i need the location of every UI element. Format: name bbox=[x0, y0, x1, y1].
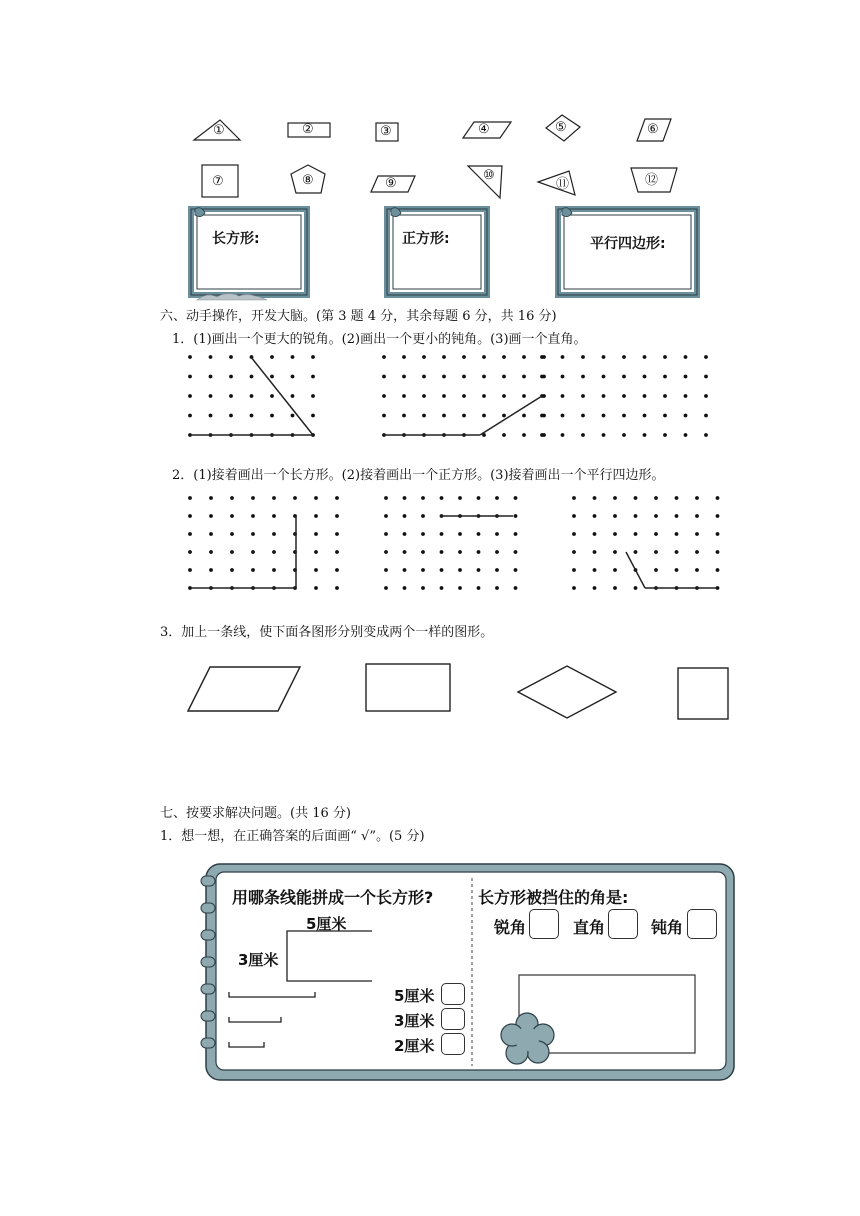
grid-dot[interactable] bbox=[188, 550, 192, 554]
grid-dot[interactable] bbox=[314, 550, 318, 554]
grid-dot[interactable] bbox=[384, 514, 388, 518]
angle-right-label: 直角 bbox=[573, 918, 606, 937]
grid-dot[interactable] bbox=[514, 532, 518, 536]
grid-dot[interactable] bbox=[209, 514, 213, 518]
parallelogram-figure bbox=[186, 665, 302, 713]
grid-dot[interactable] bbox=[502, 414, 506, 418]
shape-label-7: ⑦ bbox=[212, 174, 224, 189]
grid-dot[interactable] bbox=[482, 355, 486, 359]
parallelogram-slant-line bbox=[626, 552, 645, 588]
angle-obtuse-label: 钝角 bbox=[651, 918, 684, 937]
grid-dot[interactable] bbox=[561, 394, 565, 398]
grid-dot[interactable] bbox=[502, 433, 506, 437]
rectangle-start-lines bbox=[190, 516, 296, 588]
grid-dot[interactable] bbox=[540, 375, 544, 379]
grid-dot[interactable] bbox=[311, 355, 315, 359]
grid-dot[interactable] bbox=[272, 550, 276, 554]
grid-dot[interactable] bbox=[613, 550, 617, 554]
grid-dot[interactable] bbox=[613, 496, 617, 500]
grid-dot[interactable] bbox=[230, 496, 234, 500]
grid-dot[interactable] bbox=[250, 375, 254, 379]
grid-dot[interactable] bbox=[622, 355, 626, 359]
shape-label-2: ② bbox=[302, 122, 314, 137]
grid-dot[interactable] bbox=[251, 550, 255, 554]
grid-dot[interactable] bbox=[421, 550, 425, 554]
grid-dot[interactable] bbox=[716, 568, 720, 572]
grid-dot[interactable] bbox=[209, 375, 213, 379]
angle-right-checkbox[interactable] bbox=[608, 909, 638, 939]
grid-dot[interactable] bbox=[335, 586, 339, 590]
angle-acute-label: 锐角 bbox=[494, 918, 527, 937]
grid-dot[interactable] bbox=[593, 550, 597, 554]
shape-label-11: ⑪ bbox=[556, 177, 570, 192]
option-3cm-label: 3厘米 bbox=[394, 1012, 435, 1030]
option-2cm-label: 2厘米 bbox=[394, 1037, 435, 1055]
section6-heading: 六、动手操作，开发大脑。(第 3 题 4 分，其余每题 6 分，共 16 分) bbox=[160, 309, 557, 324]
grid-dot[interactable] bbox=[314, 514, 318, 518]
grid-dot[interactable] bbox=[581, 394, 585, 398]
grid-dot[interactable] bbox=[314, 496, 318, 500]
grid-dot[interactable] bbox=[522, 433, 526, 437]
grid-dot[interactable] bbox=[581, 414, 585, 418]
grid-dot[interactable] bbox=[643, 375, 647, 379]
square-frame bbox=[383, 205, 491, 300]
grid-dot[interactable] bbox=[272, 532, 276, 536]
grid-dot[interactable] bbox=[572, 496, 576, 500]
grid-dot[interactable] bbox=[602, 394, 606, 398]
grid-dot[interactable] bbox=[462, 375, 466, 379]
grid-dot[interactable] bbox=[421, 568, 425, 572]
grid-dot[interactable] bbox=[572, 550, 576, 554]
grid-dot[interactable] bbox=[514, 496, 518, 500]
dot-grid-q1[interactable] bbox=[180, 350, 720, 460]
grid-dot[interactable] bbox=[442, 394, 446, 398]
grid-dot[interactable] bbox=[403, 568, 407, 572]
grid-dot[interactable] bbox=[482, 394, 486, 398]
grid-dot[interactable] bbox=[442, 355, 446, 359]
grid-dot[interactable] bbox=[251, 496, 255, 500]
square-label: 正方形: bbox=[402, 231, 450, 247]
grid-dot[interactable] bbox=[421, 496, 425, 500]
grid-dot[interactable] bbox=[522, 414, 526, 418]
grid-dot[interactable] bbox=[540, 433, 544, 437]
grid-dot[interactable] bbox=[209, 355, 213, 359]
grid-dot[interactable] bbox=[654, 514, 658, 518]
acute-angle-ray bbox=[251, 357, 313, 435]
grid-dot[interactable] bbox=[572, 514, 576, 518]
grid-dot[interactable] bbox=[561, 433, 565, 437]
grid-dot[interactable] bbox=[188, 496, 192, 500]
grid-dot[interactable] bbox=[188, 394, 192, 398]
grid-dot[interactable] bbox=[229, 355, 233, 359]
grid-dot[interactable] bbox=[209, 550, 213, 554]
card-left-question: 用哪条线能拼成一个长方形? bbox=[232, 888, 434, 907]
grid-dot[interactable] bbox=[522, 355, 526, 359]
line-option-3cm bbox=[227, 1015, 285, 1025]
grid-dot[interactable] bbox=[291, 394, 295, 398]
grid-dot[interactable] bbox=[613, 568, 617, 572]
grid-dot[interactable] bbox=[593, 586, 597, 590]
grid-dot[interactable] bbox=[704, 355, 708, 359]
grid-dot[interactable] bbox=[495, 586, 499, 590]
rectangle-figure bbox=[365, 663, 451, 713]
grid-dot[interactable] bbox=[209, 532, 213, 536]
grid-dot[interactable] bbox=[622, 375, 626, 379]
parallelogram-label: 平行四边形: bbox=[590, 236, 666, 252]
grid-dot[interactable] bbox=[462, 355, 466, 359]
grid-dot[interactable] bbox=[663, 375, 667, 379]
grid-dot[interactable] bbox=[502, 375, 506, 379]
grid-dot[interactable] bbox=[230, 514, 234, 518]
grid-dot[interactable] bbox=[293, 496, 297, 500]
grid-dot[interactable] bbox=[272, 568, 276, 572]
grid-dot[interactable] bbox=[384, 532, 388, 536]
grid-dot[interactable] bbox=[291, 414, 295, 418]
angle-obtuse-checkbox[interactable] bbox=[687, 909, 717, 939]
grid-dot[interactable] bbox=[663, 433, 667, 437]
grid-dot[interactable] bbox=[270, 355, 274, 359]
shape-label-1: ① bbox=[213, 123, 225, 138]
grid-dot[interactable] bbox=[675, 568, 679, 572]
grid-dot[interactable] bbox=[291, 375, 295, 379]
grid-dot[interactable] bbox=[335, 514, 339, 518]
grid-dot[interactable] bbox=[602, 414, 606, 418]
grid-dot[interactable] bbox=[270, 375, 274, 379]
grid-dot[interactable] bbox=[602, 375, 606, 379]
grid-dot[interactable] bbox=[643, 355, 647, 359]
grid-dot[interactable] bbox=[422, 375, 426, 379]
grid-dot[interactable] bbox=[250, 414, 254, 418]
grid-dot[interactable] bbox=[482, 375, 486, 379]
grid-dot[interactable] bbox=[634, 496, 638, 500]
obtuse-angle-ray bbox=[480, 396, 542, 435]
grid-dot[interactable] bbox=[314, 568, 318, 572]
side-length-label: 3厘米 bbox=[238, 951, 279, 969]
grid-dot[interactable] bbox=[495, 496, 499, 500]
grid-dot[interactable] bbox=[704, 394, 708, 398]
grid-dot[interactable] bbox=[458, 532, 462, 536]
grid-dot[interactable] bbox=[514, 568, 518, 572]
grid-dot[interactable] bbox=[684, 414, 688, 418]
partial-rectangle bbox=[284, 928, 374, 984]
grid-dot[interactable] bbox=[382, 414, 386, 418]
grid-dot[interactable] bbox=[188, 355, 192, 359]
grid-dot[interactable] bbox=[716, 496, 720, 500]
grid-dot[interactable] bbox=[643, 394, 647, 398]
grid-dot[interactable] bbox=[593, 514, 597, 518]
section6-q2: 2．(1)接着画出一个长方形。(2)接着画出一个正方形。(3)接着画出一个平行四边形。 bbox=[172, 468, 665, 483]
grid-dot[interactable] bbox=[230, 532, 234, 536]
grid-dot[interactable] bbox=[402, 375, 406, 379]
square-figure bbox=[677, 667, 729, 720]
grid-dot[interactable] bbox=[654, 532, 658, 536]
rhombus-figure bbox=[516, 664, 618, 720]
grid-dot[interactable] bbox=[440, 586, 444, 590]
grid-dot[interactable] bbox=[421, 586, 425, 590]
grid-dot[interactable] bbox=[422, 414, 426, 418]
grid-dot[interactable] bbox=[311, 394, 315, 398]
grid-dot[interactable] bbox=[188, 532, 192, 536]
shape-label-5: ⑤ bbox=[555, 120, 567, 135]
grid-dot[interactable] bbox=[458, 550, 462, 554]
grid-dot[interactable] bbox=[477, 496, 481, 500]
grid-dot[interactable] bbox=[540, 355, 544, 359]
grid-dot[interactable] bbox=[230, 550, 234, 554]
grid-dot[interactable] bbox=[382, 375, 386, 379]
grid-dot[interactable] bbox=[272, 514, 276, 518]
grid-dot[interactable] bbox=[402, 355, 406, 359]
grid-dot[interactable] bbox=[311, 375, 315, 379]
grid-dot[interactable] bbox=[403, 496, 407, 500]
grid-dot[interactable] bbox=[675, 532, 679, 536]
grid-dot[interactable] bbox=[540, 414, 544, 418]
grid-dot[interactable] bbox=[495, 532, 499, 536]
grid-dot[interactable] bbox=[716, 550, 720, 554]
grid-dot[interactable] bbox=[572, 586, 576, 590]
grid-dot[interactable] bbox=[384, 568, 388, 572]
grid-dot[interactable] bbox=[613, 532, 617, 536]
grid-dot[interactable] bbox=[270, 394, 274, 398]
shape-label-4: ④ bbox=[478, 122, 490, 137]
line-option-2cm bbox=[227, 1040, 269, 1050]
grid-dot[interactable] bbox=[462, 394, 466, 398]
grid-dot[interactable] bbox=[403, 586, 407, 590]
grid-dot[interactable] bbox=[572, 568, 576, 572]
section7-q1: 1．想一想，在正确答案的后面画“ √”。(5 分) bbox=[160, 829, 425, 844]
grid-dot[interactable] bbox=[695, 550, 699, 554]
grid-dot[interactable] bbox=[477, 550, 481, 554]
grid-dot[interactable] bbox=[663, 355, 667, 359]
section7-heading: 七、按要求解决问题。(共 16 分) bbox=[160, 806, 351, 821]
grid-dot[interactable] bbox=[230, 568, 234, 572]
angle-acute-checkbox[interactable] bbox=[529, 909, 559, 939]
grid-dot[interactable] bbox=[458, 586, 462, 590]
grid-dot[interactable] bbox=[422, 355, 426, 359]
grid-dot[interactable] bbox=[209, 568, 213, 572]
grid-dot[interactable] bbox=[314, 532, 318, 536]
grid-dot[interactable] bbox=[421, 532, 425, 536]
grid-dot[interactable] bbox=[716, 514, 720, 518]
grid-dot[interactable] bbox=[561, 414, 565, 418]
grid-dot[interactable] bbox=[251, 514, 255, 518]
flower-blob-icon bbox=[500, 1010, 556, 1068]
grid-dot[interactable] bbox=[675, 514, 679, 518]
grid-dot[interactable] bbox=[602, 355, 606, 359]
shape-label-12: ⑫ bbox=[645, 173, 659, 188]
grid-dot[interactable] bbox=[654, 568, 658, 572]
grid-dot[interactable] bbox=[382, 355, 386, 359]
grid-dot[interactable] bbox=[643, 414, 647, 418]
grid-dot[interactable] bbox=[572, 532, 576, 536]
card-right-question: 长方形被挡住的角是: bbox=[478, 888, 629, 907]
grid-dot[interactable] bbox=[634, 550, 638, 554]
grid-dot[interactable] bbox=[704, 433, 708, 437]
grid-dot[interactable] bbox=[477, 568, 481, 572]
grid-dot[interactable] bbox=[704, 414, 708, 418]
grid-dot[interactable] bbox=[335, 532, 339, 536]
grid-dot[interactable] bbox=[695, 568, 699, 572]
grid-dot[interactable] bbox=[209, 496, 213, 500]
grid-dot[interactable] bbox=[402, 394, 406, 398]
grid-dot[interactable] bbox=[188, 414, 192, 418]
grid-dot[interactable] bbox=[335, 496, 339, 500]
grid-dot[interactable] bbox=[422, 394, 426, 398]
grid-dot[interactable] bbox=[229, 394, 233, 398]
grid-dot[interactable] bbox=[272, 496, 276, 500]
grid-dot[interactable] bbox=[335, 568, 339, 572]
grid-dot[interactable] bbox=[209, 394, 213, 398]
grid-dot[interactable] bbox=[421, 514, 425, 518]
grid-dot[interactable] bbox=[311, 414, 315, 418]
grid-dot[interactable] bbox=[462, 414, 466, 418]
grid-dot[interactable] bbox=[704, 375, 708, 379]
grid-dot[interactable] bbox=[440, 550, 444, 554]
grid-dot[interactable] bbox=[502, 355, 506, 359]
grid-dot[interactable] bbox=[250, 394, 254, 398]
grid-dot[interactable] bbox=[684, 375, 688, 379]
grid-dot[interactable] bbox=[270, 414, 274, 418]
grid-dot[interactable] bbox=[684, 355, 688, 359]
grid-dot[interactable] bbox=[403, 514, 407, 518]
grid-dot[interactable] bbox=[403, 550, 407, 554]
grid-dot[interactable] bbox=[716, 532, 720, 536]
grid-dot[interactable] bbox=[663, 414, 667, 418]
grid-dot[interactable] bbox=[695, 532, 699, 536]
grid-dot[interactable] bbox=[495, 568, 499, 572]
grid-dot[interactable] bbox=[188, 568, 192, 572]
grid-dot[interactable] bbox=[581, 433, 585, 437]
grid-dot[interactable] bbox=[382, 394, 386, 398]
grid-dot[interactable] bbox=[477, 532, 481, 536]
grid-dot[interactable] bbox=[514, 514, 518, 518]
option-5cm-label: 5厘米 bbox=[394, 987, 435, 1005]
grid-dot[interactable] bbox=[291, 355, 295, 359]
grid-dot[interactable] bbox=[522, 375, 526, 379]
grid-dot[interactable] bbox=[622, 433, 626, 437]
grid-dot[interactable] bbox=[335, 550, 339, 554]
grid-dot[interactable] bbox=[654, 496, 658, 500]
grid-dot[interactable] bbox=[502, 394, 506, 398]
grid-dot[interactable] bbox=[477, 586, 481, 590]
grid-dot[interactable] bbox=[188, 514, 192, 518]
shape-label-6: ⑥ bbox=[647, 122, 659, 137]
grid-dot[interactable] bbox=[440, 532, 444, 536]
grid-dot[interactable] bbox=[561, 355, 565, 359]
grid-dot[interactable] bbox=[440, 496, 444, 500]
grid-dot[interactable] bbox=[613, 514, 617, 518]
grid-dot[interactable] bbox=[613, 586, 617, 590]
rectangle-frame bbox=[187, 205, 311, 300]
grid-dot[interactable] bbox=[643, 433, 647, 437]
dot-grid-q2[interactable] bbox=[180, 490, 740, 615]
grid-dot[interactable] bbox=[384, 586, 388, 590]
grid-dot[interactable] bbox=[675, 496, 679, 500]
grid-dot[interactable] bbox=[314, 586, 318, 590]
grid-dot[interactable] bbox=[188, 375, 192, 379]
shape-label-10: ⑩ bbox=[483, 168, 495, 183]
shape-label-8: ⑧ bbox=[302, 173, 314, 188]
grid-dot[interactable] bbox=[593, 496, 597, 500]
grid-dot[interactable] bbox=[482, 414, 486, 418]
grid-dot[interactable] bbox=[522, 394, 526, 398]
option-5cm-checkbox[interactable] bbox=[441, 983, 465, 1005]
shape-label-3: ③ bbox=[380, 124, 392, 139]
grid-dot[interactable] bbox=[495, 550, 499, 554]
grid-dot[interactable] bbox=[403, 532, 407, 536]
grid-dot[interactable] bbox=[384, 496, 388, 500]
grid-dot[interactable] bbox=[442, 375, 446, 379]
grid-dot[interactable] bbox=[593, 532, 597, 536]
grid-dot[interactable] bbox=[251, 532, 255, 536]
grid-dot[interactable] bbox=[602, 433, 606, 437]
grid-dot[interactable] bbox=[654, 550, 658, 554]
grid-dot[interactable] bbox=[229, 375, 233, 379]
grid-dot[interactable] bbox=[695, 514, 699, 518]
grid-dot[interactable] bbox=[622, 414, 626, 418]
section6-q1: 1．(1)画出一个更大的锐角。(2)画出一个更小的钝角。(3)画一个直角。 bbox=[172, 332, 587, 347]
top-length-label: 5厘米 bbox=[306, 915, 347, 933]
grid-dot[interactable] bbox=[442, 414, 446, 418]
grid-dot[interactable] bbox=[675, 550, 679, 554]
grid-dot[interactable] bbox=[634, 532, 638, 536]
spiral-rings bbox=[199, 874, 219, 1054]
grid-dot[interactable] bbox=[684, 433, 688, 437]
grid-dot[interactable] bbox=[251, 568, 255, 572]
rock-decoration bbox=[195, 291, 270, 301]
option-2cm-checkbox[interactable] bbox=[441, 1033, 465, 1055]
grid-dot[interactable] bbox=[663, 394, 667, 398]
grid-dot[interactable] bbox=[695, 496, 699, 500]
grid-dot[interactable] bbox=[622, 394, 626, 398]
grid-dot[interactable] bbox=[593, 568, 597, 572]
grid-dot[interactable] bbox=[634, 586, 638, 590]
grid-dot[interactable] bbox=[561, 375, 565, 379]
grid-dot[interactable] bbox=[684, 394, 688, 398]
grid-dot[interactable] bbox=[209, 414, 213, 418]
grid-dot[interactable] bbox=[458, 568, 462, 572]
grid-dot[interactable] bbox=[514, 586, 518, 590]
grid-dot[interactable] bbox=[229, 414, 233, 418]
option-3cm-checkbox[interactable] bbox=[441, 1008, 465, 1030]
grid-dot[interactable] bbox=[581, 375, 585, 379]
grid-dot[interactable] bbox=[440, 568, 444, 572]
grid-dot[interactable] bbox=[514, 550, 518, 554]
grid-dot[interactable] bbox=[458, 496, 462, 500]
rectangle-label: 长方形: bbox=[212, 231, 260, 247]
grid-dot[interactable] bbox=[384, 550, 388, 554]
grid-dot[interactable] bbox=[634, 514, 638, 518]
shape-label-9: ⑨ bbox=[385, 176, 397, 191]
section6-q3: 3．加上一条线，使下面各图形分别变成两个一样的图形。 bbox=[160, 625, 494, 640]
grid-dot[interactable] bbox=[581, 355, 585, 359]
grid-dot[interactable] bbox=[402, 414, 406, 418]
line-option-5cm bbox=[227, 990, 319, 1000]
